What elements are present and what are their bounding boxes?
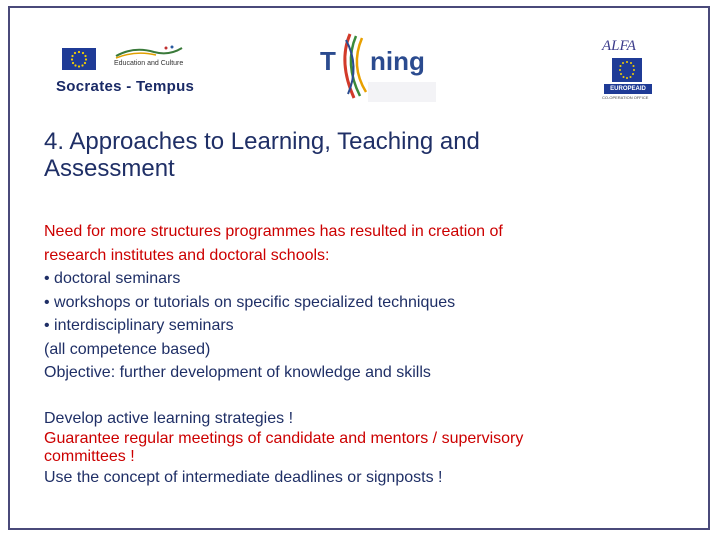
slide-body — [44, 220, 694, 490]
guarantee-line-2: committees ! — [44, 448, 135, 465]
socrates-tempus-text: Socrates - Tempus — [56, 78, 195, 95]
bullet-workshops: • workshops or tutorials on specific specialized techniques — [44, 293, 456, 311]
title-line-2: Assessment — [44, 155, 175, 182]
eu-flag-icon — [612, 58, 642, 82]
tuning-swirl-icon — [332, 32, 372, 107]
bullet-interdisciplinary: • interdisciplinary seminars — [44, 317, 234, 334]
socrates-tempus-logo — [52, 40, 202, 102]
tuning-letter-t: T — [320, 46, 336, 76]
use-concept-line: Use the concept of intermediate deadlines or signposts ! — [44, 469, 443, 486]
para1-line-1: Need for more structures programmes has resulted in creation of — [44, 223, 503, 240]
tuning-letters-rest: ning — [370, 46, 425, 76]
education-culture-swoosh-icon — [114, 44, 184, 60]
tuning-logo — [318, 32, 438, 104]
europeaid-label: EUROPEAID — [604, 84, 652, 94]
slide-title — [44, 128, 664, 182]
alfa-europeaid-logo — [598, 38, 668, 102]
spacer — [44, 385, 694, 407]
guarantee-line-1: Guarantee regular meetings of candidate and mentors / supervisory — [44, 430, 524, 447]
title-line-1: 4. Approaches to Learning, Teaching and — [44, 128, 480, 155]
competence-note: (all competence based) — [44, 340, 211, 358]
para1-line-2: research institutes and doctoral schools: — [44, 246, 330, 264]
bullet-doctoral-seminars: • doctoral seminars — [44, 270, 181, 287]
ec-caption: Education and Culture — [114, 60, 184, 67]
eu-flag-icon — [62, 48, 96, 70]
tuning-logo-shadow — [368, 82, 436, 102]
objective-line: Objective: further development of knowledge and skills — [44, 364, 431, 381]
cooperation-office-label: CO-OPERATION OFFICE — [602, 95, 649, 100]
develop-line: Develop active learning strategies ! — [44, 409, 294, 427]
alfa-logo-text: ALFA — [602, 38, 636, 54]
